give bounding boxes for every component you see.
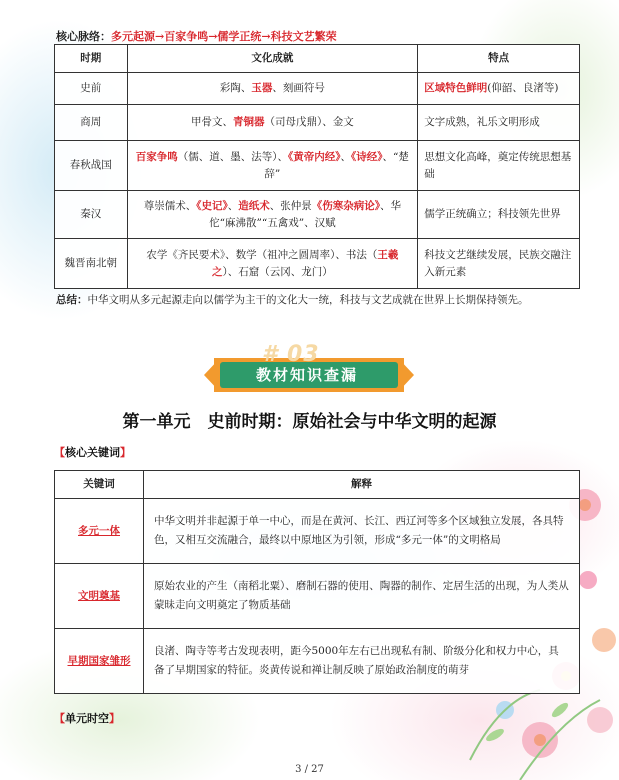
table-row: [55, 239, 580, 289]
keyword-cell: [55, 499, 144, 564]
cell-achievements: 尊崇儒术、《史记》、造纸术、张仲景《伤寒杂病论》、华佗“麻沸散”“五禽戏”、汉赋: [127, 191, 418, 239]
header-features: 特点: [418, 45, 580, 73]
cell-achievements: 百家争鸣（儒、道、墨、法等）、《黄帝内经》、《诗经》、“楚辞”: [127, 141, 418, 191]
table-row: [55, 105, 580, 141]
cell-period: 魏晋南北朝: [55, 239, 128, 289]
cell-period: 史前: [55, 73, 128, 105]
section-tag-unit: 【单元时空】: [54, 712, 120, 725]
keywords-table: [54, 470, 580, 694]
table-row: [55, 629, 580, 694]
cell-achievements: 农学《齐民要术》、数学（祖冲之圆周率）、书法（王羲之）、石窟（云冈、龙门）: [127, 239, 418, 289]
header-explanation: 解释: [144, 471, 580, 499]
explanation-cell: 良渚、陶寺等考古发现表明，距今5000年左右已出现私有制、阶级分化和权力中心，具备了早期国家的特征。炎黄传说和禅让制反映了原始政治制度的萌芽: [144, 629, 580, 694]
table-row: [55, 499, 580, 564]
unit-title: 第一单元 史前时期：原始社会与中华文明的起源: [122, 412, 497, 432]
table-row: [55, 73, 580, 105]
cell-period: 春秋战国: [55, 141, 128, 191]
cell-features: 思想文化高峰，奠定传统思想基础: [418, 141, 580, 191]
summary-text: 中华文明从多元起源走向以儒学为主干的文化大一统，科技与文艺成就在世界上长期保持领先。: [87, 294, 529, 306]
cell-features: 区域特色鲜明(仰韶、良渚等): [418, 73, 580, 105]
page-number: 3 / 27: [295, 764, 324, 775]
header-keyword: 关键词: [55, 471, 144, 499]
table-row: [55, 191, 580, 239]
banner-title: 教材知识查漏: [255, 366, 358, 384]
table-header-row: [55, 471, 580, 499]
cell-period: 商周: [55, 105, 128, 141]
keyword-cell: [55, 564, 144, 629]
explanation-cell: 原始农业的产生（南稻北粟）、磨制石器的使用、陶器的制作、定居生活的出现，为人类从蒙昧走向文明奠定了物质基础: [144, 564, 580, 629]
header-achievements: 文化成就: [127, 45, 418, 73]
summary-label: 总结：: [56, 294, 88, 306]
header-period: 时期: [55, 45, 128, 73]
keyword-link[interactable]: 早期国家雏形: [67, 654, 131, 667]
table-row: [55, 564, 580, 629]
cell-features: 科技文艺继续发展，民族交融注入新元素: [418, 239, 580, 289]
cell-features: 文字成熟，礼乐文明形成: [418, 105, 580, 141]
cell-achievements: 甲骨文、青铜器（司母戊鼎）、金文: [127, 105, 418, 141]
keyword-cell: [55, 629, 144, 694]
section-banner: [211, 358, 403, 392]
culture-achievements-table: [54, 44, 580, 289]
cell-period: 秦汉: [55, 191, 128, 239]
keyword-link[interactable]: 多元一体: [78, 524, 120, 537]
section-number: # 03: [262, 342, 320, 367]
core-context-label: 核心脉络：: [56, 30, 111, 43]
core-context-line: [56, 28, 337, 44]
explanation-cell: 中华文明并非起源于单一中心，而是在黄河、长江、西辽河等多个区域独立发展，各具特色，又相互交流融合，最终以中原地区为引领，形成“多元一体”的文明格局: [144, 499, 580, 564]
keyword-link[interactable]: 文明奠基: [78, 589, 120, 602]
cell-achievements: 彩陶、玉器、刻画符号: [127, 73, 418, 105]
core-context-value: 多元起源→百家争鸣→儒学正统→科技文艺繁荣: [111, 30, 337, 43]
section-tag-keywords: 【核心关键词】: [54, 446, 131, 459]
cell-features: 儒学正统确立；科技领先世界: [418, 191, 580, 239]
summary-line: [56, 292, 529, 307]
table-row: [55, 141, 580, 191]
table-header-row: [55, 45, 580, 73]
